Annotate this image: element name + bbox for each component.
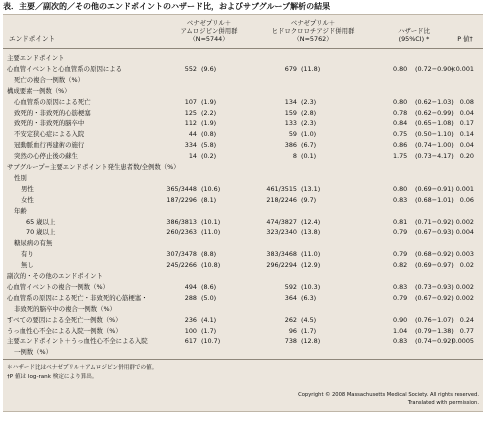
p-value: 0.20 (459, 152, 474, 161)
row-label: 糖尿病の有無 (14, 239, 53, 248)
confidence-interval: (0.65−1.08) (415, 119, 454, 128)
table-row (3, 347, 483, 357)
arm-a-percent: (1.7) (201, 326, 217, 335)
endpoint-header: エンドポイント (9, 35, 56, 43)
table-row (3, 53, 483, 63)
arm-b-count: 262 (284, 315, 297, 324)
hazard-ratio: 0.79 (393, 293, 408, 302)
p-value: 0.002 (455, 217, 474, 226)
arm-a-count: 112 (184, 119, 197, 128)
arm-a-count: 236 (184, 315, 197, 324)
confidence-interval: (0.62−1.03) (415, 97, 454, 106)
table-row (3, 184, 483, 194)
table-row (3, 86, 483, 96)
table-row (3, 315, 483, 325)
table-row (3, 151, 483, 161)
arm-a-percent: (10.1) (201, 217, 221, 226)
table-row (3, 173, 483, 183)
arm-b-count: 159 (284, 108, 297, 117)
arm-a-count: 617 (184, 337, 197, 346)
arm-a-percent: (11.0) (201, 228, 221, 237)
hazard-ratio: 0.82 (393, 261, 408, 270)
arm-a-count: 187/2296 (166, 195, 197, 204)
hazard-ratio: 0.75 (393, 130, 408, 139)
arm-a-count: 107 (184, 97, 197, 106)
arm-a-percent: (8.6) (201, 282, 217, 291)
arm-a-percent: (0.2) (201, 152, 217, 161)
table-row (3, 97, 483, 107)
hazard-ratio: 0.79 (393, 250, 408, 259)
confidence-interval: (0.73−0.93) (415, 282, 454, 291)
row-label: 女性 (21, 195, 34, 204)
arm-b-percent: (6.3) (301, 293, 317, 302)
arm-b-percent: (13.1) (301, 184, 321, 193)
hazard-ratio: 0.80 (393, 184, 408, 193)
table-row (3, 162, 483, 172)
p-value: 0.08 (459, 97, 474, 106)
p-value: <0.001 (450, 64, 474, 73)
arm-a-percent: (8.1) (201, 195, 217, 204)
confidence-interval: (0.68−0.92) (415, 250, 454, 259)
table-row (3, 238, 483, 248)
table-row (3, 129, 483, 139)
p-value: 0.003 (455, 250, 474, 259)
table-row (3, 260, 483, 270)
table-title: 表．主要／副次的／その他のエンドポイントのハザード比，およびサブグループ解析の結果 (3, 2, 331, 11)
table-row (3, 249, 483, 259)
arm-a-count: 494 (184, 282, 197, 291)
confidence-interval: (0.69−0.97) (415, 261, 454, 270)
hazard-ratio: 0.80 (393, 97, 408, 106)
arm-a-count: 245/2266 (166, 261, 197, 270)
arm-a-count: 44 (188, 130, 197, 139)
row-label: 不安定狭心症による入院 (14, 130, 85, 139)
hazard-ratio: 0.84 (393, 119, 408, 128)
p-value: 0.24 (459, 315, 474, 324)
table-row (3, 206, 483, 216)
row-label: 主要エンドポイント＋うっ血性心不全による入院 (7, 337, 148, 346)
table-row (3, 108, 483, 118)
arm-a-percent: (8.8) (201, 250, 217, 259)
arm-b-header: ベナゼプリル＋ ヒドロクロロチアジド併用群 （N=5762） (271, 19, 355, 43)
arm-b-percent: (2.3) (301, 119, 317, 128)
confidence-interval: (0.68−1.01) (415, 195, 454, 204)
table-row (3, 304, 483, 314)
confidence-interval: (0.76−1.07) (415, 315, 454, 324)
row-label: 性別 (14, 173, 27, 182)
arm-b-count: 296/2294 (266, 261, 297, 270)
confidence-interval: (0.72−0.90) (415, 64, 454, 73)
row-label: 心血管系の原因による死亡 (14, 97, 91, 106)
hazard-ratio: 0.83 (393, 282, 408, 291)
arm-a-count: 260/2363 (166, 228, 197, 237)
footnote: †P 値は log-rank 検定により算出。 (7, 374, 98, 380)
arm-b-percent: (12.4) (301, 217, 321, 226)
p-value: 0.14 (459, 130, 474, 139)
row-label: 心血管イベントの複合一例数（%） (7, 282, 109, 291)
confidence-interval: (0.79−1.38) (415, 326, 454, 335)
arm-a-percent: (2.2) (201, 108, 217, 117)
arm-a-percent: (4.1) (201, 315, 217, 324)
table-row (3, 293, 483, 303)
arm-b-percent: (2.3) (301, 97, 317, 106)
table-row (3, 336, 483, 346)
arm-a-count: 307/3478 (166, 250, 197, 259)
hazard-ratio: 0.81 (393, 217, 408, 226)
confidence-interval: (0.73−4.17) (415, 152, 454, 161)
arm-b-percent: (13.8) (301, 228, 321, 237)
confidence-interval: (0.50−1.10) (415, 130, 454, 139)
arm-b-count: 461/3515 (266, 184, 297, 193)
arm-b-count: 383/3468 (266, 250, 297, 259)
arm-b-count: 386 (284, 141, 297, 150)
p-value: 0.002 (455, 293, 474, 302)
p-value: 0.77 (459, 326, 474, 335)
arm-b-count: 474/3827 (266, 217, 297, 226)
arm-a-percent: (5.8) (201, 141, 217, 150)
table-row (3, 282, 483, 292)
arm-a-percent: (5.0) (201, 293, 217, 302)
row-label: 冠動脈血行再建術の施行 (14, 141, 85, 150)
arm-b-count: 133 (284, 119, 297, 128)
p-value: 0.002 (455, 282, 474, 291)
p-value-header: P 値† (457, 35, 473, 43)
row-label: 男性 (21, 184, 34, 193)
arm-a-percent: (10.8) (201, 261, 221, 270)
hazard-ratio: 1.04 (393, 326, 408, 335)
hazard-ratio: 1.75 (393, 152, 408, 161)
arm-b-percent: (0.1) (301, 152, 317, 161)
table-row (3, 75, 483, 85)
row-label: 無し (21, 261, 34, 270)
row-label: 一例数（%） (14, 348, 53, 357)
arm-b-count: 8 (292, 152, 297, 161)
hazard-ratio-header: ハザード比 (95%CI) * (398, 27, 430, 43)
table-row (3, 227, 483, 237)
arm-b-count: 364 (284, 293, 297, 302)
row-label: 構成要素一例数（%） (7, 86, 71, 95)
table-row (3, 64, 483, 74)
arm-b-count: 738 (284, 337, 297, 346)
arm-b-percent: (4.5) (301, 315, 317, 324)
footnote: ＊ハザード比はベナゼプリル＋アムロジピン併用群での値。 (7, 365, 158, 371)
arm-b-count: 679 (284, 64, 297, 73)
arm-a-percent: (9.6) (201, 64, 217, 73)
confidence-interval: (0.69−0.91) (415, 184, 454, 193)
row-label: 65 歳以上 (26, 217, 56, 226)
p-value: 0.17 (459, 119, 474, 128)
row-label: 70 歳以上 (26, 228, 56, 237)
arm-b-percent: (10.3) (301, 282, 321, 291)
table-row (3, 271, 483, 281)
table-row (3, 326, 483, 336)
row-label: サブグループ−主要エンドポイント発生患者数/全例数（%） (7, 163, 180, 171)
table-row (3, 195, 483, 205)
row-label: 年齢 (14, 206, 27, 215)
arm-b-percent: (11.0) (301, 250, 321, 259)
p-value: 0.0005 (451, 337, 474, 346)
arm-b-count: 59 (288, 130, 297, 139)
arm-a-percent: (1.9) (201, 97, 217, 106)
confidence-interval: (0.71−0.92) (415, 217, 454, 226)
arm-b-count: 592 (284, 282, 297, 291)
p-value: 0.02 (459, 261, 474, 270)
confidence-interval: (0.74−1.00) (415, 141, 454, 150)
copyright-line: Copyright © 2008 Massachusetts Medical Society. All rights reserved. (298, 392, 479, 398)
arm-a-count: 365/3448 (166, 184, 197, 193)
arm-b-percent: (2.8) (301, 108, 317, 117)
p-value: 0.06 (459, 195, 474, 204)
arm-a-header: ベナゼプリル＋ アムロジピン併用群 （N=5744） (180, 19, 238, 43)
row-label: 突然の心停止後の蘇生 (14, 152, 78, 161)
arm-a-count: 386/3813 (166, 217, 197, 226)
arm-a-percent: (10.6) (201, 184, 221, 193)
row-label: 非致死的脳卒中の複合一例数（%） (14, 304, 116, 313)
p-value: 0.04 (459, 141, 474, 150)
confidence-interval: (0.62−0.99) (415, 108, 454, 117)
arm-a-count: 288 (184, 293, 197, 302)
arm-b-percent: (11.8) (301, 64, 321, 73)
hazard-ratio: 0.79 (393, 228, 408, 237)
arm-b-count: 218/2246 (266, 195, 297, 204)
confidence-interval: (0.67−0.93) (415, 228, 454, 237)
table-row (3, 140, 483, 150)
arm-a-count: 125 (184, 108, 197, 117)
arm-a-count: 552 (184, 64, 197, 73)
arm-a-count: 334 (184, 141, 197, 150)
arm-b-count: 96 (288, 326, 297, 335)
copyright-line: Translated with permission. (407, 400, 479, 406)
arm-b-count: 323/2340 (266, 228, 297, 237)
row-label: 主要エンドポイント (7, 54, 65, 62)
arm-b-percent: (1.0) (301, 130, 317, 139)
p-value: 0.001 (455, 184, 474, 193)
arm-b-percent: (12.9) (301, 261, 321, 270)
p-value: 0.004 (455, 228, 474, 237)
results-table (3, 14, 483, 412)
hazard-ratio: 0.90 (393, 315, 408, 324)
row-label: 心血管イベントと心血管系の原因による (7, 64, 123, 73)
row-label: 致死的・非致死的脳卒中 (14, 119, 85, 128)
arm-a-percent: (1.9) (201, 119, 217, 128)
row-label: 心血管系の原因による死亡・非致死的心筋梗塞・ (7, 293, 148, 302)
arm-b-percent: (12.8) (301, 337, 321, 346)
row-label: 副次的・その他のエンドポイント (7, 272, 103, 280)
header-divider (3, 48, 483, 49)
confidence-interval: (0.67−0.92) (415, 293, 454, 302)
hazard-ratio: 0.86 (393, 141, 408, 150)
row-label: うっ血性心不全による入院一例数（%） (7, 326, 122, 335)
arm-a-percent: (10.7) (201, 337, 221, 346)
row-label: 有り (21, 250, 34, 259)
row-label: 致死的・非致死的心筋梗塞 (14, 108, 91, 117)
hazard-ratio: 0.80 (393, 64, 408, 73)
arm-b-count: 134 (284, 97, 297, 106)
table-row (3, 118, 483, 128)
arm-a-count: 14 (188, 152, 197, 161)
arm-b-percent: (6.7) (301, 141, 317, 150)
row-label: すべての要因による全死亡一例数（%） (7, 315, 122, 324)
arm-a-count: 100 (184, 326, 197, 335)
hazard-ratio: 0.83 (393, 337, 408, 346)
arm-b-percent: (1.7) (301, 326, 317, 335)
arm-a-percent: (0.8) (201, 130, 217, 139)
hazard-ratio: 0.78 (393, 108, 408, 117)
confidence-interval: (0.74−0.92) (415, 337, 454, 346)
arm-b-percent: (9.7) (301, 195, 317, 204)
table-row (3, 217, 483, 227)
body-divider (3, 359, 483, 360)
p-value: 0.04 (459, 108, 474, 117)
row-label: 死亡の複合一例数（%） (14, 75, 84, 84)
hazard-ratio: 0.83 (393, 195, 408, 204)
